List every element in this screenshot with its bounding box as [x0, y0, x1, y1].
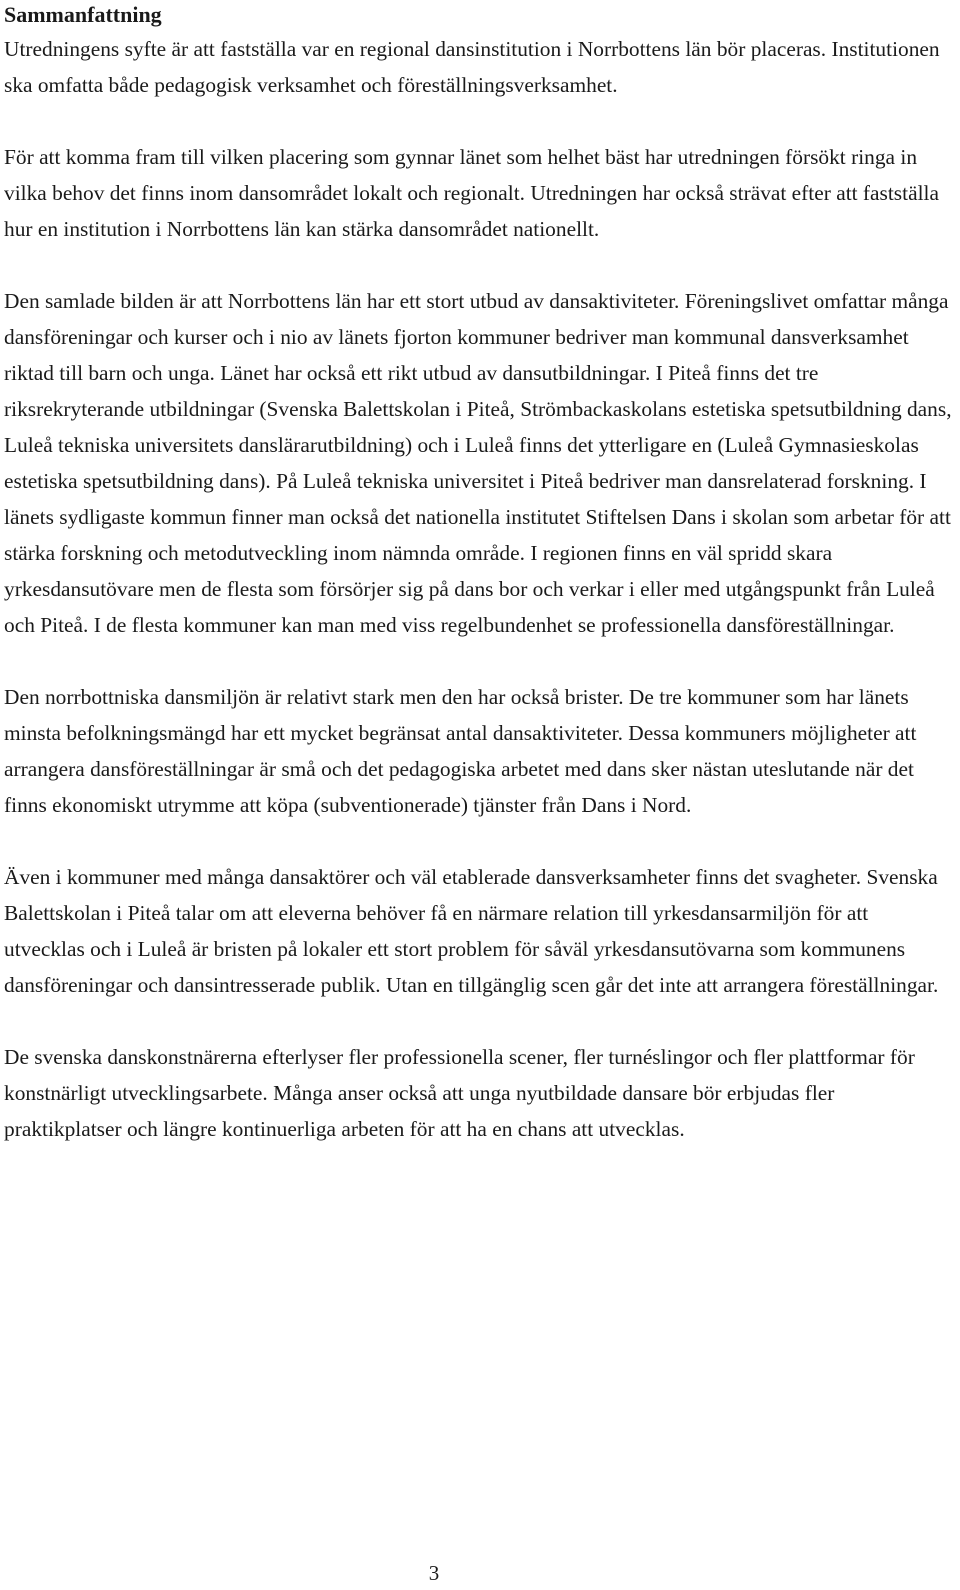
document-page — [4, 0, 952, 1147]
paragraph-weaknesses: Den norrbottniska dansmiljön är relativt stark men den har också brister. De tre kommuner som har länets minsta befolkningsmängd har ett mycket begränsat antal dansaktiviteter. Dessa kommuners möjligheter att arrangera dansföreställningar är små och det pedagogiska arbetet med dans sker nästan uteslutande när det finns ekonomiskt utrymme att köpa (subventionerade) tjänster från Dans i Nord. — [4, 685, 917, 817]
paragraph-purpose: Utredningens syfte är att fastställa var en regional dansinstitution i Norrbottens län bör placeras. Institutionen ska omfatta både pedagogisk verksamhet och föreställningsverksamhet. — [4, 37, 940, 97]
paragraph-established-municipalities: Även i kommuner med många dansaktörer och väl etablerade dansverksamheter finns det svagheter. Svenska Balettskolan i Piteå talar om att eleverna behöver få en närmare relation till yrkesdansarmiljön för att utvecklas och i Luleå är bristen på lokaler ett stort problem för såväl yrkesdansutövarna som kommunens dansföreningar och dansintresserade publik. Utan en tillgänglig scen går det inte att arrangera föreställningar. — [4, 865, 939, 997]
paragraph-method: För att komma fram till vilken placering som gynnar länet som helhet bäst har utredningen försökt ringa in vilka behov det finns inom dansområdet lokalt och regionalt. Utredningen har också strävat efter att fastställa hur en institution i Norrbottens län kan stärka dansområdet nationellt. — [4, 145, 939, 241]
paragraph-gap — [4, 247, 952, 283]
paragraph-gap — [4, 1003, 952, 1039]
paragraph-gap — [4, 643, 952, 679]
paragraph-dance-artists: De svenska danskonstnärerna efterlyser fler professionella scener, fler turnéslingor och fler plattformar för konstnärligt utvecklingsarbete. Många anser också att unga nyutbildade dansare bör erbjudas fler praktikplatser och längre kontinuerliga arbeten för att ha en chans att utvecklas. — [4, 1045, 915, 1141]
page-number: 3 — [428, 1561, 440, 1585]
paragraph-gap — [4, 103, 952, 139]
paragraph-gap — [4, 823, 952, 859]
section-heading: Sammanfattning — [4, 2, 162, 27]
paragraph-overview: Den samlade bilden är att Norrbottens län har ett stort utbud av dansaktiviteter. Föreningslivet omfattar många dansföreningar och kurser och i nio av länets fjorton kommuner bedriver man kommunal dansverksamhet riktad till barn och unga. Länet har också ett rikt utbud av dansutbildningar. I Piteå finns det tre riksrekryterande utbildningar (Svenska Balettskolan i Piteå, Strömbackaskolans estetiska spetsutbildning dans, Luleå tekniska universitets danslärarutbildning) och i Luleå finns det ytterligare en (Luleå Gymnasieskolas estetiska spetsutbildning dans). På Luleå tekniska universitet i Piteå bedriver man dansrelaterad forskning. I länets sydligaste kommun finner man också det nationella institutet Stiftelsen Dans i skolan som arbetar för att stärka forskning och metodutveckling inom nämnda område. I regionen finns en väl spridd skara yrkesdansutövare men de flesta som försörjer sig på dans bor och verkar i eller med utgångspunkt från Luleå och Piteå. I de flesta kommuner kan man med viss regelbundenhet se professionella dansföreställningar. — [4, 289, 952, 637]
